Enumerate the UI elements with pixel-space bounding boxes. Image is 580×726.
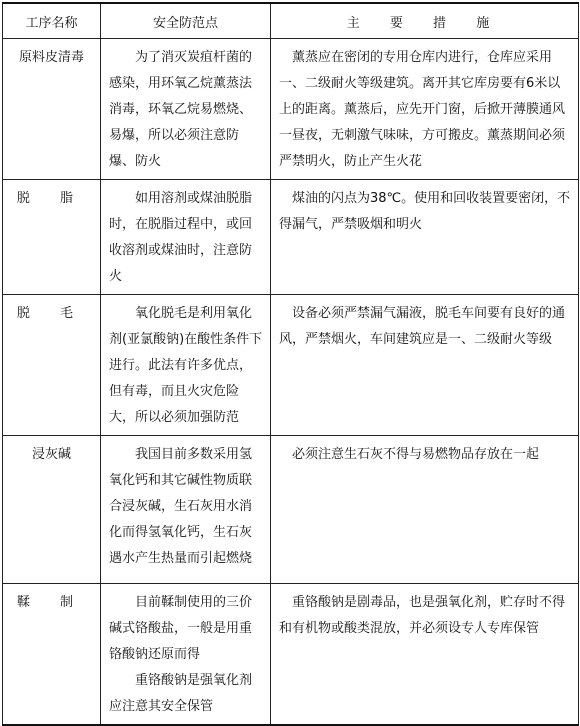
safety-points-cell: 我国目前多数采用氢氧化钙和其它碱性物质联合浸灰碱，生石灰用水消化而得氢氧化钙，生石灰遇水产生热量而引起燃烧	[101, 436, 271, 584]
table-row	[3, 295, 579, 436]
header-main-measures-text: 主 要 措 施	[346, 15, 503, 31]
process-name-cell	[3, 584, 101, 726]
safety-points-cell	[101, 584, 271, 726]
safety-points-cell: 氧化脱毛是利用氧化剂(亚氯酸钠)在酸性条件下进行。此法有许多优点，但有毒，而且火灾危险大，所以必须加强防范	[101, 295, 271, 436]
header-process-name: 工序名称	[3, 3, 101, 39]
safety-points-paragraph: 目前鞣制使用的三价碱式铬酸盐，一般是用重铬酸钠还原而得	[109, 595, 253, 662]
table-row	[3, 584, 579, 726]
process-name-cell: 原料皮清毒	[3, 39, 101, 180]
safety-points-cell: 为了消灭炭疽杆菌的感染，用环氧乙烷薰蒸法消毒，环氧乙烷易燃烧、易爆，所以必须注意防爆、防火	[101, 39, 271, 180]
safety-measures-table	[2, 2, 579, 726]
header-main-measures	[271, 3, 579, 39]
table-row	[3, 39, 579, 180]
process-name-cell: 浸灰碱	[3, 436, 101, 584]
header-safety-points: 安全防范点	[101, 3, 271, 39]
measures-cell: 重铬酸钠是剧毒品，也是强氧化剂，贮存时不得和有机物或酸类混放，并必须设专人专库保管	[271, 584, 579, 726]
measures-cell: 必须注意生石灰不得与易燃物品存放在一起	[271, 436, 579, 584]
process-name-cell	[3, 180, 101, 295]
measures-cell: 煤油的闪点为38℃。使用和回收装置要密闭，不得漏气，严禁吸烟和明火	[271, 180, 579, 295]
process-name-cell	[3, 295, 101, 436]
table-row	[3, 436, 579, 584]
safety-points-cell: 如用溶剂或煤油脱脂时，在脱脂过程中，或回收溶剂或煤油时，注意防火	[101, 180, 271, 295]
process-name-text: 鞣 制	[16, 595, 87, 610]
safety-points-paragraph: 重铬酸钠是强氧化剂应注意其安全保管	[109, 673, 253, 714]
process-name-text: 脱 脂	[16, 191, 87, 206]
measures-cell: 设备必须严禁漏气漏液，脱毛车间要有良好的通风，严禁烟火，车间建筑应是一、二级耐火等级	[271, 295, 579, 436]
table-header-row	[3, 3, 579, 39]
process-name-text: 脱 毛	[16, 306, 87, 321]
table-row	[3, 180, 579, 295]
measures-cell: 薰蒸应在密闭的专用仓库内进行，仓库应采用一、二级耐火等级建筑。离开其它库房要有6米以上的距离。薰蒸后，应先开门窗，后掀开薄膜通风一昼夜，无刺激气味味，方可搬皮。薰蒸期间必须严禁明火，防止产生火花	[271, 39, 579, 180]
